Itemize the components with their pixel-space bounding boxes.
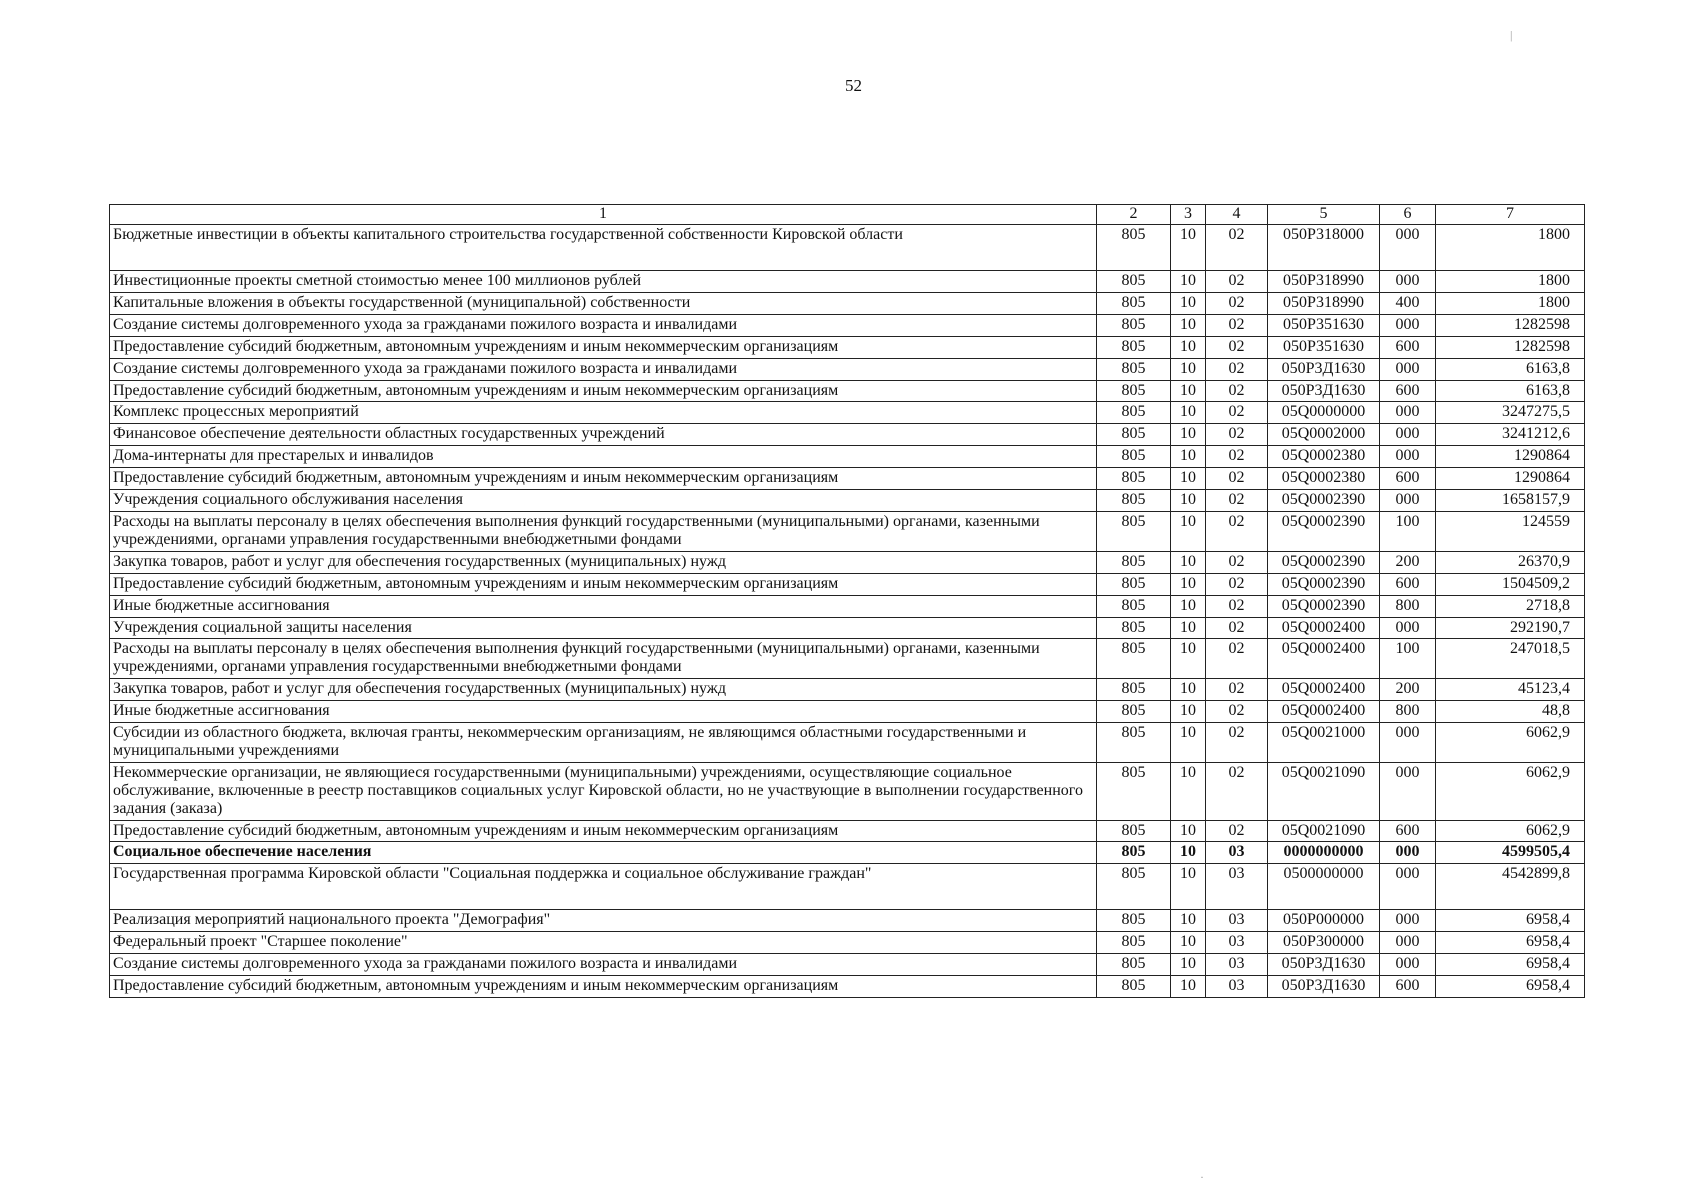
- row-code-expense-type-cell: 000: [1380, 225, 1436, 271]
- row-code-ministry-cell: 805: [1097, 271, 1171, 293]
- row-code-subsection-cell: 03: [1206, 842, 1268, 864]
- row-code-target-cell: 050P3Д1630: [1268, 358, 1380, 380]
- row-code-subsection-cell: 02: [1206, 679, 1268, 701]
- row-code-section-cell: 10: [1171, 842, 1206, 864]
- header-col-5: 5: [1268, 205, 1380, 225]
- header-col-4: 4: [1206, 205, 1268, 225]
- row-code-expense-type-cell: 600: [1380, 820, 1436, 842]
- row-code-ministry-cell: 805: [1097, 954, 1171, 976]
- row-name-cell: Капитальные вложения в объекты государственной (муниципальной) собственности: [110, 292, 1097, 314]
- row-code-target-cell: 050P318990: [1268, 271, 1380, 293]
- table-row: [110, 292, 1585, 314]
- table-row: [110, 424, 1585, 446]
- row-code-expense-type-cell: 200: [1380, 679, 1436, 701]
- table-row: [110, 468, 1585, 490]
- row-code-expense-type-cell: 100: [1380, 639, 1436, 679]
- row-name-cell: Федеральный проект "Старшее поколение": [110, 932, 1097, 954]
- row-code-target-cell: 05Q0002390: [1268, 551, 1380, 573]
- row-amount-cell: 48,8: [1436, 701, 1585, 723]
- table-header-row: [110, 205, 1585, 225]
- row-code-expense-type-cell: 000: [1380, 314, 1436, 336]
- row-name-cell: Закупка товаров, работ и услуг для обеспечения государственных (муниципальных) нужд: [110, 679, 1097, 701]
- row-code-target-cell: 05Q0002400: [1268, 701, 1380, 723]
- row-amount-cell: 4599505,4: [1436, 842, 1585, 864]
- row-amount-cell: 1282598: [1436, 314, 1585, 336]
- row-code-target-cell: 05Q0002390: [1268, 490, 1380, 512]
- row-amount-cell: 1800: [1436, 271, 1585, 293]
- row-code-subsection-cell: 02: [1206, 762, 1268, 820]
- table-row: [110, 225, 1585, 271]
- row-code-target-cell: 05Q0021000: [1268, 723, 1380, 763]
- row-name-cell: Предоставление субсидий бюджетным, автономным учреждениям и иным некоммерческим организациям: [110, 573, 1097, 595]
- row-name-cell: Предоставление субсидий бюджетным, автономным учреждениям и иным некоммерческим организациям: [110, 820, 1097, 842]
- row-code-subsection-cell: 02: [1206, 292, 1268, 314]
- row-amount-cell: 1800: [1436, 292, 1585, 314]
- row-amount-cell: 6062,9: [1436, 762, 1585, 820]
- row-name-cell: Учреждения социальной защиты населения: [110, 617, 1097, 639]
- row-code-section-cell: 10: [1171, 617, 1206, 639]
- row-amount-cell: 124559: [1436, 511, 1585, 551]
- table-row: [110, 864, 1585, 910]
- row-code-subsection-cell: 03: [1206, 976, 1268, 998]
- row-code-target-cell: 05Q0002380: [1268, 468, 1380, 490]
- row-amount-cell: 3241212,6: [1436, 424, 1585, 446]
- row-name-cell: Расходы на выплаты персоналу в целях обеспечения выполнения функций государственными (муниципальными) органами, казенными учреждениями, органами управления государственными внебюджетными фондами: [110, 639, 1097, 679]
- row-code-subsection-cell: 02: [1206, 820, 1268, 842]
- row-code-target-cell: 0500000000: [1268, 864, 1380, 910]
- row-code-ministry-cell: 805: [1097, 932, 1171, 954]
- row-name-cell: Комплекс процессных мероприятий: [110, 402, 1097, 424]
- row-code-target-cell: 05Q0002400: [1268, 679, 1380, 701]
- row-code-ministry-cell: 805: [1097, 292, 1171, 314]
- table-row: [110, 954, 1585, 976]
- row-amount-cell: 6958,4: [1436, 910, 1585, 932]
- row-code-section-cell: 10: [1171, 639, 1206, 679]
- row-amount-cell: 1504509,2: [1436, 573, 1585, 595]
- row-code-subsection-cell: 02: [1206, 424, 1268, 446]
- row-name-cell: Иные бюджетные ассигнования: [110, 595, 1097, 617]
- row-code-subsection-cell: 02: [1206, 225, 1268, 271]
- row-name-cell: Некоммерческие организации, не являющиеся государственными (муниципальными) учреждениями, осуществляющие социальное обслуживание, включенные в реестр поставщиков социальных услуг Кировской области, но не участвующие в выполнении государственного задания (заказа): [110, 762, 1097, 820]
- row-code-ministry-cell: 805: [1097, 402, 1171, 424]
- row-code-target-cell: 0000000000: [1268, 842, 1380, 864]
- row-code-ministry-cell: 805: [1097, 639, 1171, 679]
- table-row: [110, 336, 1585, 358]
- row-code-ministry-cell: 805: [1097, 976, 1171, 998]
- row-code-subsection-cell: 02: [1206, 639, 1268, 679]
- table-row: [110, 842, 1585, 864]
- row-code-ministry-cell: 805: [1097, 723, 1171, 763]
- row-code-target-cell: 05Q0021090: [1268, 762, 1380, 820]
- row-code-subsection-cell: 02: [1206, 336, 1268, 358]
- row-code-expense-type-cell: 000: [1380, 864, 1436, 910]
- row-code-target-cell: 05Q0002380: [1268, 446, 1380, 468]
- row-name-cell: Предоставление субсидий бюджетным, автономным учреждениям и иным некоммерческим организациям: [110, 336, 1097, 358]
- row-code-ministry-cell: 805: [1097, 424, 1171, 446]
- table-row: [110, 271, 1585, 293]
- row-code-section-cell: 10: [1171, 402, 1206, 424]
- row-amount-cell: 1658157,9: [1436, 490, 1585, 512]
- table-row: [110, 358, 1585, 380]
- row-name-cell: Финансовое обеспечение деятельности областных государственных учреждений: [110, 424, 1097, 446]
- row-name-cell: Предоставление субсидий бюджетным, автономным учреждениям и иным некоммерческим организациям: [110, 976, 1097, 998]
- row-code-subsection-cell: 02: [1206, 573, 1268, 595]
- row-amount-cell: 6958,4: [1436, 976, 1585, 998]
- row-name-cell: Дома-интернаты для престарелых и инвалидов: [110, 446, 1097, 468]
- row-name-cell: Государственная программа Кировской области "Социальная поддержка и социальное обслуживание граждан": [110, 864, 1097, 910]
- row-code-subsection-cell: 02: [1206, 314, 1268, 336]
- row-amount-cell: 6958,4: [1436, 932, 1585, 954]
- row-code-expense-type-cell: 400: [1380, 292, 1436, 314]
- row-code-section-cell: 10: [1171, 679, 1206, 701]
- row-code-ministry-cell: 805: [1097, 595, 1171, 617]
- row-code-section-cell: 10: [1171, 820, 1206, 842]
- row-code-expense-type-cell: 000: [1380, 617, 1436, 639]
- row-code-ministry-cell: 805: [1097, 864, 1171, 910]
- row-code-section-cell: 10: [1171, 595, 1206, 617]
- row-code-section-cell: 10: [1171, 954, 1206, 976]
- row-code-target-cell: 050P351630: [1268, 314, 1380, 336]
- table-body: [110, 225, 1585, 998]
- row-amount-cell: 1800: [1436, 225, 1585, 271]
- row-code-section-cell: 10: [1171, 976, 1206, 998]
- row-code-expense-type-cell: 000: [1380, 358, 1436, 380]
- row-name-cell: Создание системы долговременного ухода за гражданами пожилого возраста и инвалидами: [110, 954, 1097, 976]
- row-code-section-cell: 10: [1171, 762, 1206, 820]
- row-code-subsection-cell: 02: [1206, 595, 1268, 617]
- row-code-expense-type-cell: 600: [1380, 573, 1436, 595]
- row-name-cell: Расходы на выплаты персоналу в целях обеспечения выполнения функций государственными (муниципальными) органами, казенными учреждениями, органами управления государственными внебюджетными фондами: [110, 511, 1097, 551]
- row-amount-cell: 26370,9: [1436, 551, 1585, 573]
- row-code-expense-type-cell: 100: [1380, 511, 1436, 551]
- row-code-expense-type-cell: 600: [1380, 976, 1436, 998]
- table-row: [110, 446, 1585, 468]
- header-col-7: 7: [1436, 205, 1585, 225]
- row-code-ministry-cell: 805: [1097, 358, 1171, 380]
- row-code-expense-type-cell: 800: [1380, 701, 1436, 723]
- row-amount-cell: 292190,7: [1436, 617, 1585, 639]
- row-amount-cell: 1290864: [1436, 468, 1585, 490]
- row-name-cell: Бюджетные инвестиции в объекты капитального строительства государственной собственности Кировской области: [110, 225, 1097, 271]
- row-code-subsection-cell: 02: [1206, 701, 1268, 723]
- row-name-cell: Субсидии из областного бюджета, включая гранты, некоммерческим организациям, не являющимся областными государственными и муниципальными учреждениями: [110, 723, 1097, 763]
- table-row: [110, 551, 1585, 573]
- row-amount-cell: 3247275,5: [1436, 402, 1585, 424]
- row-name-cell: Социальное обеспечение населения: [110, 842, 1097, 864]
- row-code-subsection-cell: 02: [1206, 468, 1268, 490]
- header-col-3: 3: [1171, 205, 1206, 225]
- row-code-ministry-cell: 805: [1097, 551, 1171, 573]
- row-code-expense-type-cell: 000: [1380, 762, 1436, 820]
- row-code-target-cell: 05Q0002390: [1268, 573, 1380, 595]
- row-code-section-cell: 10: [1171, 358, 1206, 380]
- page-number: 52: [845, 76, 862, 95]
- row-code-expense-type-cell: 200: [1380, 551, 1436, 573]
- row-code-section-cell: 10: [1171, 723, 1206, 763]
- budget-table: [109, 204, 1585, 998]
- row-code-section-cell: 10: [1171, 314, 1206, 336]
- row-amount-cell: 6062,9: [1436, 820, 1585, 842]
- row-code-target-cell: 05Q0002400: [1268, 617, 1380, 639]
- row-code-ministry-cell: 805: [1097, 314, 1171, 336]
- row-code-expense-type-cell: 000: [1380, 910, 1436, 932]
- row-name-cell: Учреждения социального обслуживания населения: [110, 490, 1097, 512]
- row-code-ministry-cell: 805: [1097, 842, 1171, 864]
- row-code-target-cell: 05Q0002390: [1268, 595, 1380, 617]
- row-code-subsection-cell: 02: [1206, 402, 1268, 424]
- row-amount-cell: 1282598: [1436, 336, 1585, 358]
- row-code-target-cell: 050P3Д1630: [1268, 954, 1380, 976]
- row-amount-cell: 247018,5: [1436, 639, 1585, 679]
- row-code-expense-type-cell: 000: [1380, 723, 1436, 763]
- table-row: [110, 511, 1585, 551]
- row-code-expense-type-cell: 000: [1380, 842, 1436, 864]
- table-row: [110, 314, 1585, 336]
- row-code-ministry-cell: 805: [1097, 910, 1171, 932]
- table-row: [110, 380, 1585, 402]
- row-code-expense-type-cell: 600: [1380, 380, 1436, 402]
- table-row: [110, 976, 1585, 998]
- row-code-ministry-cell: 805: [1097, 573, 1171, 595]
- row-name-cell: Иные бюджетные ассигнования: [110, 701, 1097, 723]
- row-code-section-cell: 10: [1171, 511, 1206, 551]
- table-row: [110, 402, 1585, 424]
- table-row: [110, 617, 1585, 639]
- row-name-cell: Закупка товаров, работ и услуг для обеспечения государственных (муниципальных) нужд: [110, 551, 1097, 573]
- row-code-expense-type-cell: 000: [1380, 490, 1436, 512]
- row-name-cell: Инвестиционные проекты сметной стоимостью менее 100 миллионов рублей: [110, 271, 1097, 293]
- row-code-ministry-cell: 805: [1097, 762, 1171, 820]
- row-amount-cell: 6958,4: [1436, 954, 1585, 976]
- row-code-ministry-cell: 805: [1097, 225, 1171, 271]
- table-row: [110, 490, 1585, 512]
- row-code-subsection-cell: 03: [1206, 932, 1268, 954]
- row-name-cell: Реализация мероприятий национального проекта "Демография": [110, 910, 1097, 932]
- row-code-target-cell: 05Q0000000: [1268, 402, 1380, 424]
- row-name-cell: Предоставление субсидий бюджетным, автономным учреждениям и иным некоммерческим организациям: [110, 468, 1097, 490]
- row-code-ministry-cell: 805: [1097, 446, 1171, 468]
- row-code-subsection-cell: 03: [1206, 864, 1268, 910]
- row-name-cell: Предоставление субсидий бюджетным, автономным учреждениям и иным некоммерческим организациям: [110, 380, 1097, 402]
- header-col-2: 2: [1097, 205, 1171, 225]
- row-code-target-cell: 05Q0002400: [1268, 639, 1380, 679]
- row-code-section-cell: 10: [1171, 468, 1206, 490]
- row-name-cell: Создание системы долговременного ухода за гражданами пожилого возраста и инвалидами: [110, 314, 1097, 336]
- row-code-section-cell: 10: [1171, 292, 1206, 314]
- row-code-expense-type-cell: 800: [1380, 595, 1436, 617]
- table-row: [110, 762, 1585, 820]
- row-code-subsection-cell: 03: [1206, 954, 1268, 976]
- table-row: [110, 820, 1585, 842]
- row-code-expense-type-cell: 600: [1380, 336, 1436, 358]
- row-code-ministry-cell: 805: [1097, 468, 1171, 490]
- row-amount-cell: 6163,8: [1436, 358, 1585, 380]
- row-code-target-cell: 05Q0002000: [1268, 424, 1380, 446]
- row-code-section-cell: 10: [1171, 864, 1206, 910]
- row-code-subsection-cell: 02: [1206, 617, 1268, 639]
- row-code-expense-type-cell: 600: [1380, 468, 1436, 490]
- scan-speck: |: [1510, 28, 1513, 42]
- row-code-subsection-cell: 02: [1206, 511, 1268, 551]
- row-code-target-cell: 050P3Д1630: [1268, 380, 1380, 402]
- row-code-expense-type-cell: 000: [1380, 954, 1436, 976]
- row-code-ministry-cell: 805: [1097, 511, 1171, 551]
- row-code-subsection-cell: 02: [1206, 490, 1268, 512]
- row-amount-cell: 4542899,8: [1436, 864, 1585, 910]
- row-code-expense-type-cell: 000: [1380, 446, 1436, 468]
- row-code-section-cell: 10: [1171, 380, 1206, 402]
- row-code-target-cell: 050P351630: [1268, 336, 1380, 358]
- row-code-target-cell: 050P000000: [1268, 910, 1380, 932]
- row-code-subsection-cell: 02: [1206, 446, 1268, 468]
- table-row: [110, 932, 1585, 954]
- row-amount-cell: 2718,8: [1436, 595, 1585, 617]
- row-code-section-cell: 10: [1171, 225, 1206, 271]
- row-code-target-cell: 050P318990: [1268, 292, 1380, 314]
- row-code-section-cell: 10: [1171, 551, 1206, 573]
- row-amount-cell: 1290864: [1436, 446, 1585, 468]
- row-code-ministry-cell: 805: [1097, 490, 1171, 512]
- row-code-ministry-cell: 805: [1097, 820, 1171, 842]
- row-amount-cell: 45123,4: [1436, 679, 1585, 701]
- header-col-1: 1: [110, 205, 1097, 225]
- table-row: [110, 679, 1585, 701]
- row-amount-cell: 6163,8: [1436, 380, 1585, 402]
- row-code-subsection-cell: 02: [1206, 271, 1268, 293]
- row-code-target-cell: 050P300000: [1268, 932, 1380, 954]
- header-col-6: 6: [1380, 205, 1436, 225]
- row-code-expense-type-cell: 000: [1380, 271, 1436, 293]
- row-name-cell: Создание системы долговременного ухода за гражданами пожилого возраста и инвалидами: [110, 358, 1097, 380]
- row-code-ministry-cell: 805: [1097, 380, 1171, 402]
- row-code-target-cell: 050P3Д1630: [1268, 976, 1380, 998]
- table-row: [110, 595, 1585, 617]
- row-code-ministry-cell: 805: [1097, 701, 1171, 723]
- row-code-subsection-cell: 03: [1206, 910, 1268, 932]
- row-code-ministry-cell: 805: [1097, 336, 1171, 358]
- row-code-ministry-cell: 805: [1097, 617, 1171, 639]
- row-code-ministry-cell: 805: [1097, 679, 1171, 701]
- row-code-subsection-cell: 02: [1206, 551, 1268, 573]
- row-code-section-cell: 10: [1171, 932, 1206, 954]
- row-code-subsection-cell: 02: [1206, 723, 1268, 763]
- row-code-subsection-cell: 02: [1206, 380, 1268, 402]
- table-row: [110, 723, 1585, 763]
- row-code-expense-type-cell: 000: [1380, 402, 1436, 424]
- row-code-section-cell: 10: [1171, 424, 1206, 446]
- row-code-section-cell: 10: [1171, 490, 1206, 512]
- scan-speck: ·: [1200, 1170, 1204, 1184]
- row-code-target-cell: 050P318000: [1268, 225, 1380, 271]
- row-code-section-cell: 10: [1171, 573, 1206, 595]
- table-row: [110, 573, 1585, 595]
- row-code-subsection-cell: 02: [1206, 358, 1268, 380]
- row-code-section-cell: 10: [1171, 910, 1206, 932]
- row-code-section-cell: 10: [1171, 336, 1206, 358]
- row-code-target-cell: 05Q0021090: [1268, 820, 1380, 842]
- table-row: [110, 639, 1585, 679]
- row-code-section-cell: 10: [1171, 701, 1206, 723]
- row-code-target-cell: 05Q0002390: [1268, 511, 1380, 551]
- table-row: [110, 701, 1585, 723]
- table-row: [110, 910, 1585, 932]
- row-code-expense-type-cell: 000: [1380, 932, 1436, 954]
- row-code-expense-type-cell: 000: [1380, 424, 1436, 446]
- row-code-section-cell: 10: [1171, 271, 1206, 293]
- row-code-section-cell: 10: [1171, 446, 1206, 468]
- row-amount-cell: 6062,9: [1436, 723, 1585, 763]
